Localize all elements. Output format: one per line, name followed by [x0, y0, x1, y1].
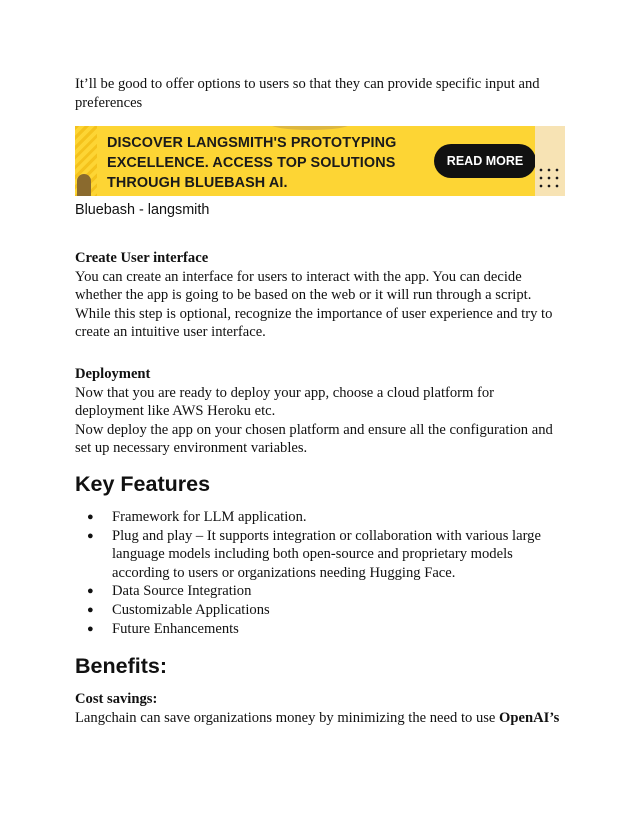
cost-savings-body: [75, 709, 565, 728]
list-item-text: Data Source Integration: [112, 583, 252, 600]
bullet-icon: ●: [87, 603, 94, 616]
cost-savings-text: Langchain can save organizations money by minimizing the need to use: [75, 709, 500, 726]
create-ui-heading: Create User interface: [75, 250, 209, 266]
key-features-list: [75, 508, 565, 638]
list-item-text: Future Enhancements: [112, 620, 239, 637]
deployment-heading: Deployment: [75, 366, 151, 382]
key-features-heading: Key Features: [75, 472, 211, 496]
list-item-text: Customizable Applications: [112, 601, 270, 618]
banner-headline-line: DISCOVER LANGSMITH'S PROTOTYPING: [107, 135, 397, 151]
intro-paragraph: It’ll be good to offer options to users so that they can provide specific input and preferences: [75, 76, 540, 111]
bullet-icon: ●: [87, 529, 94, 542]
list-item-text: Framework for LLM application.: [112, 509, 307, 525]
banner-shape-decoration: [77, 174, 91, 196]
banner-caption: Bluebash - langsmith: [75, 202, 210, 218]
dot-grid-icon: [537, 166, 561, 190]
langsmith-ad-banner[interactable]: [75, 126, 565, 196]
banner-headline-line: EXCELLENCE. ACCESS TOP SOLUTIONS: [107, 155, 396, 171]
bullet-icon: ●: [87, 622, 94, 635]
list-item: [75, 601, 565, 620]
create-ui-section: [75, 249, 565, 342]
benefits-section: [75, 690, 565, 727]
list-item: [75, 582, 565, 601]
banner-headline-line: THROUGH BLUEBASH AI.: [107, 175, 288, 191]
list-item: [75, 620, 565, 639]
list-item-text: Plug and play – It supports integration or collaboration with various large language models including both open-source and proprietary models according to users or organizations needing Hugging Face.: [112, 527, 541, 581]
list-item: [75, 508, 565, 527]
bullet-icon: ●: [87, 585, 94, 598]
deployment-body-2: Now deploy the app on your chosen platform and ensure all the configuration and set up necessary environment variables.: [75, 421, 553, 457]
read-more-button[interactable]: READ MORE: [434, 144, 536, 178]
banner-headline: [107, 133, 467, 193]
benefits-heading: Benefits:: [75, 654, 167, 678]
create-ui-body: You can create an interface for users to interact with the app. You can decide whether the app is going to be based on the web or it will run through a script. While this step is optional, recognize the importance of user experience and try to create an intuitive user interface.: [75, 268, 553, 341]
key-features-list-container: [75, 508, 565, 638]
openai-bold-text: OpenAI’s: [499, 709, 560, 726]
list-item: [75, 527, 565, 583]
deployment-body-1: Now that you are ready to deploy your app, choose a cloud platform for deployment like AWS Heroku etc.: [75, 384, 495, 420]
bullet-icon: ●: [87, 511, 94, 523]
deployment-section: [75, 365, 565, 458]
banner-curve-decoration: [270, 126, 350, 130]
cost-savings-heading: Cost savings:: [75, 691, 158, 707]
